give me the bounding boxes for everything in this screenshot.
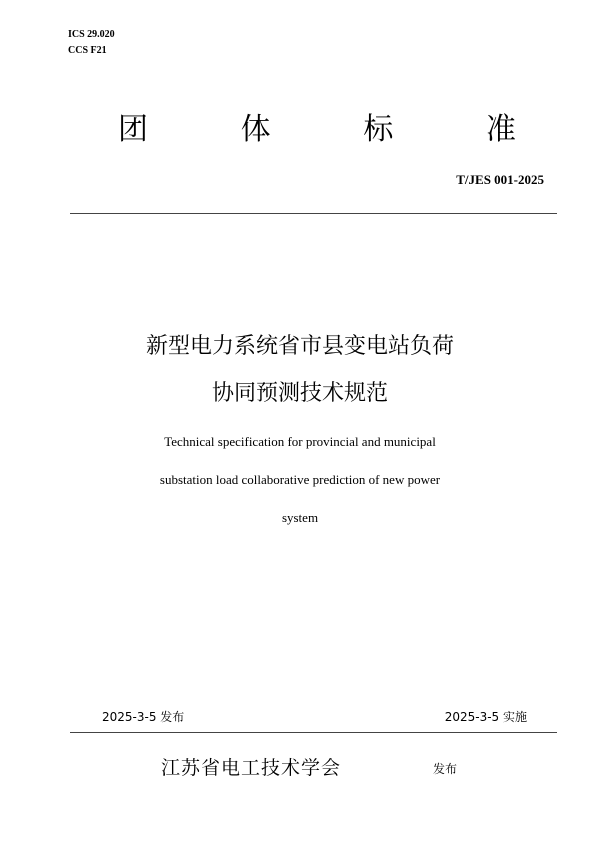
chinese-title-line-1: 新型电力系统省市县变电站负荷: [145, 334, 454, 359]
document-type-heading: [118, 108, 516, 152]
standard-number: T/JES 001-2025: [456, 172, 544, 187]
english-title-line-3: system: [281, 510, 319, 525]
bottom-divider: [70, 732, 557, 733]
document-type-char: 团: [118, 112, 148, 147]
ics-code: ICS 29.020: [68, 29, 115, 40]
document-type-char: 体: [240, 112, 271, 147]
issuer-publish-label: 发布: [433, 762, 458, 776]
english-title-line-1: Technical specification for provincial and municipal: [164, 434, 436, 449]
chinese-title-line-2: 协同预测技术规范: [211, 381, 388, 406]
top-divider: [70, 213, 557, 214]
ccs-code: CCS F21: [68, 45, 107, 56]
english-title-line-2: substation load collaborative prediction of new power: [159, 472, 441, 487]
effective-date: 2025-3-5 实施: [444, 710, 527, 724]
document-type-char: 准: [485, 112, 516, 147]
issue-date: 2025-3-5 发布: [102, 710, 185, 724]
issuing-organization: 江苏省电工技术学会: [161, 757, 342, 779]
document-type-char: 标: [363, 112, 394, 147]
